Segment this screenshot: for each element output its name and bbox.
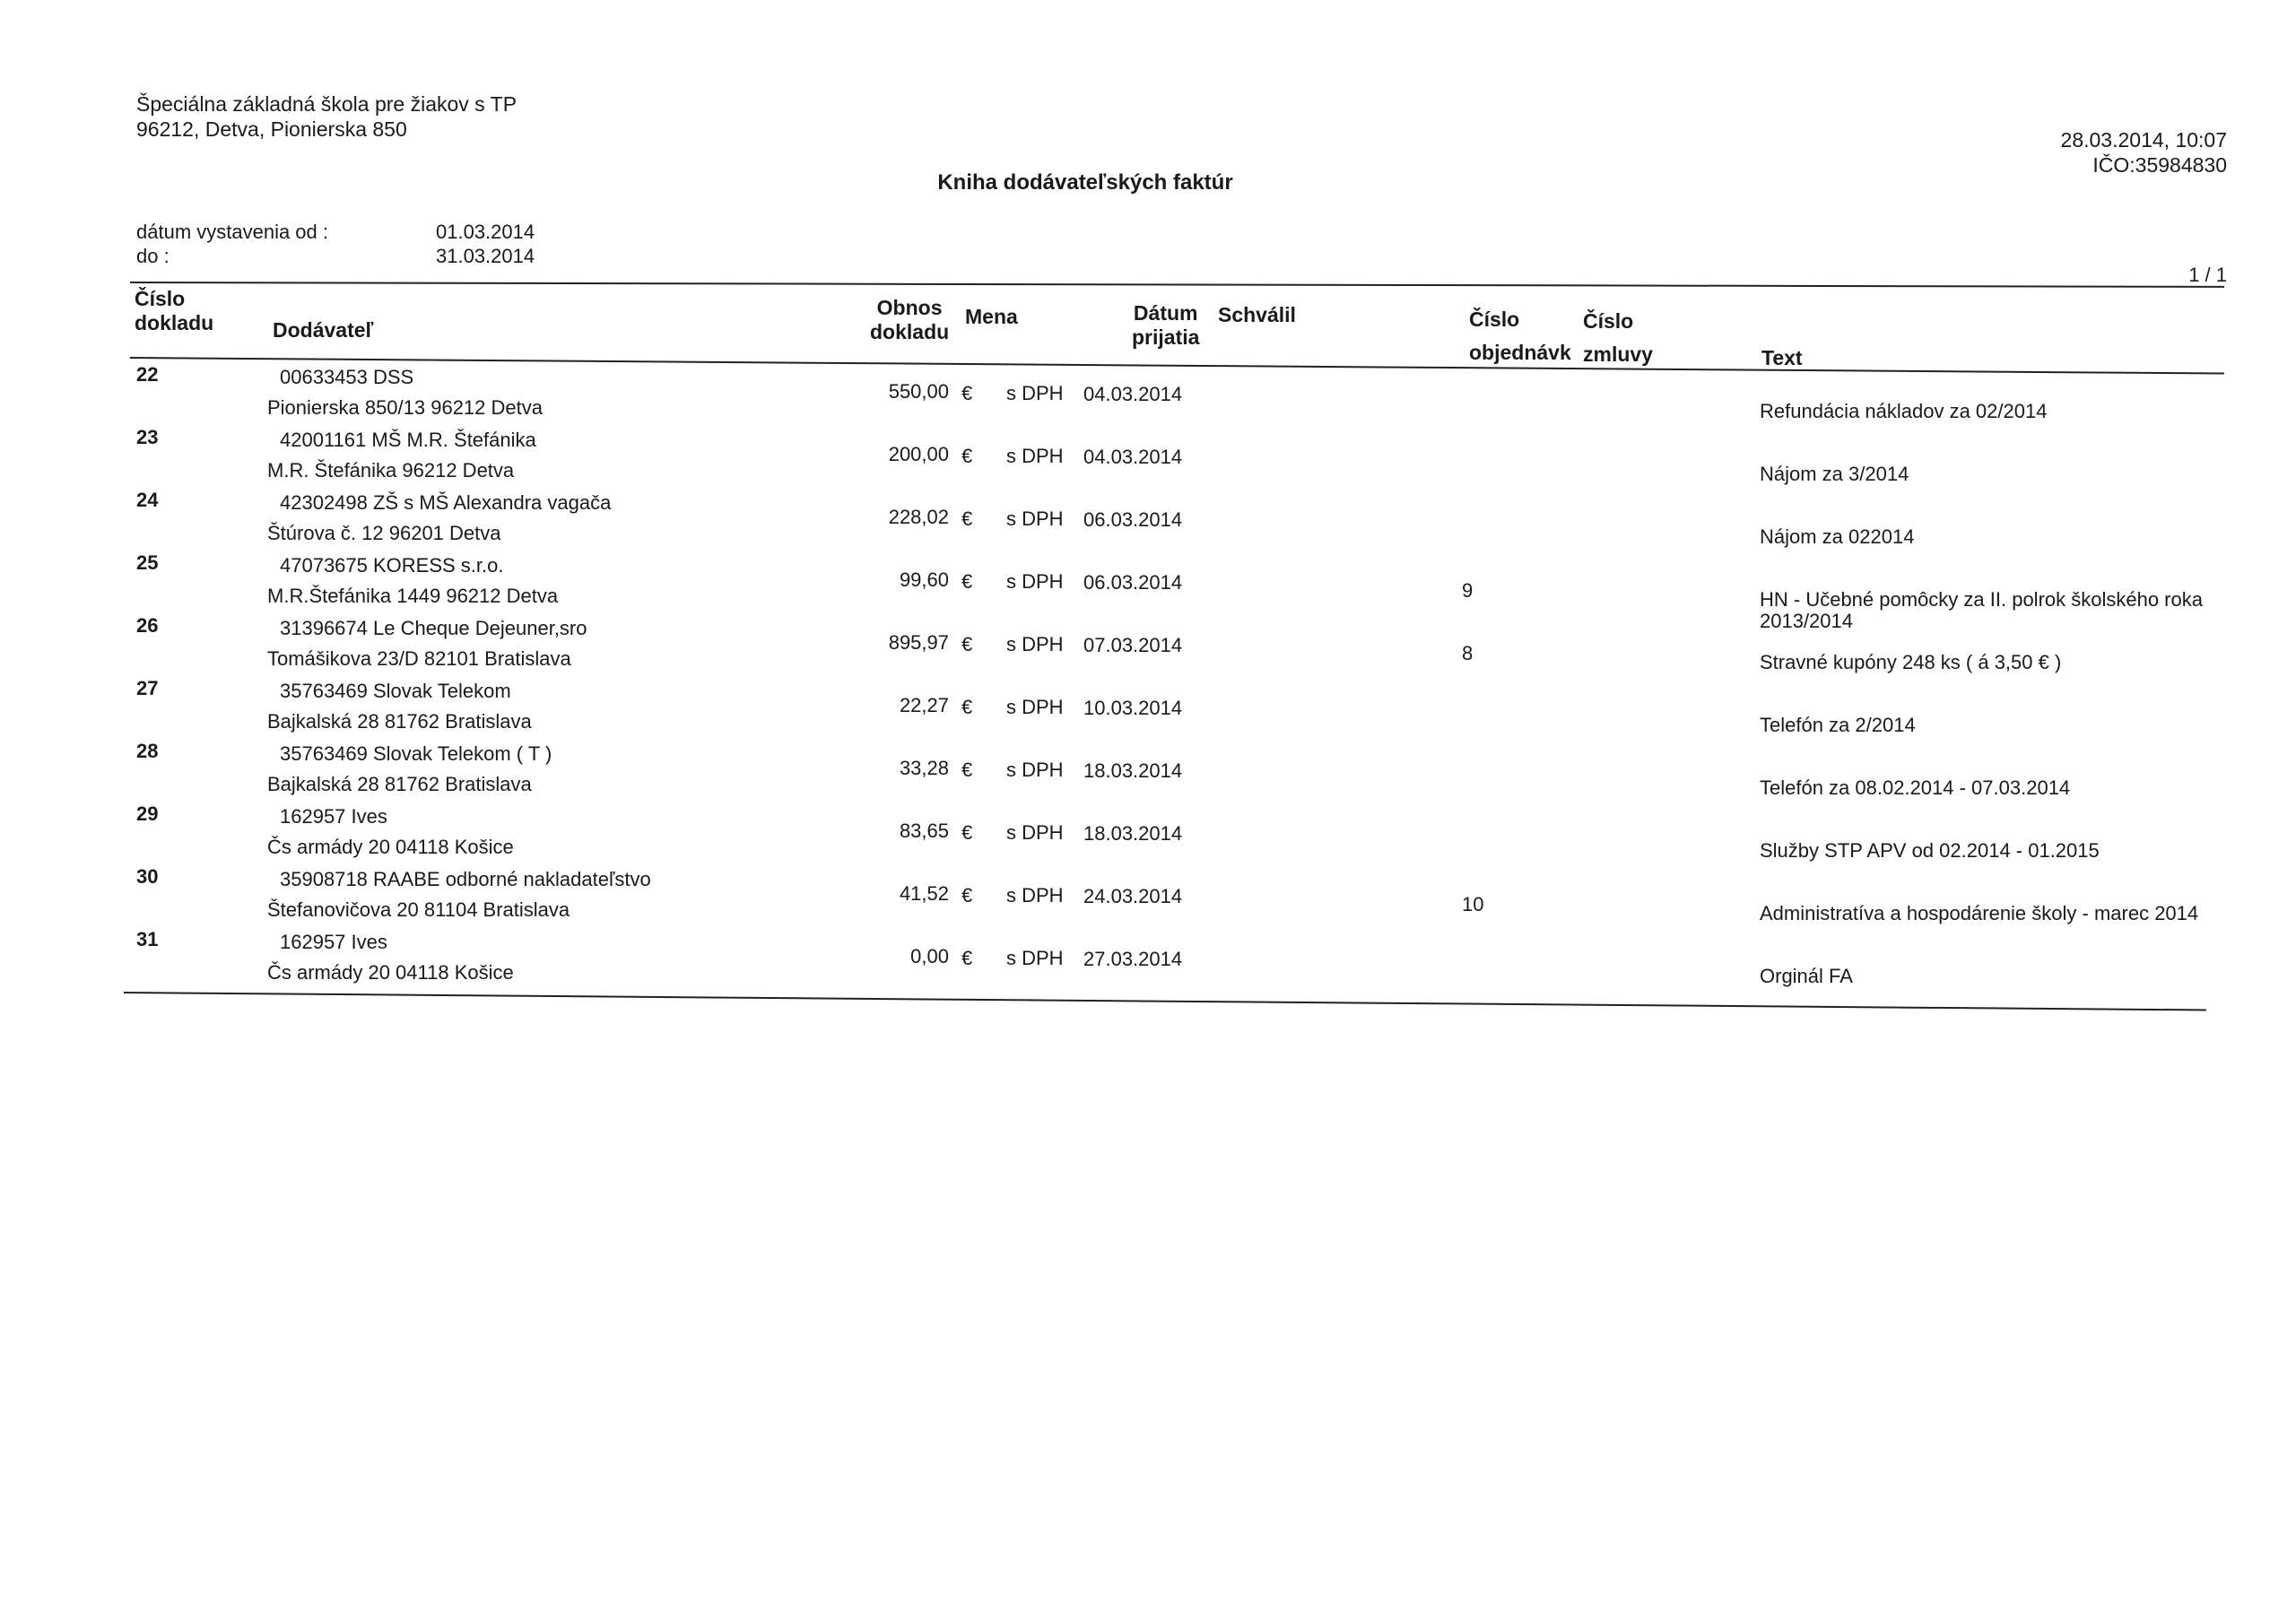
- report-meta: [2061, 127, 2227, 178]
- row-vat: s DPH: [1006, 633, 1064, 655]
- row-supplier-address: M.R. Štefánika 96212 Detva: [267, 459, 515, 481]
- row-date: 18.03.2014: [1083, 759, 1183, 782]
- date-from-value: 01.03.2014: [436, 221, 535, 243]
- page-number: 1 / 1: [2188, 264, 2227, 286]
- row-order-no: 8: [1462, 642, 1474, 664]
- row-supplier-name: 42302498 ZŠ s MŠ Alexandra vagača: [280, 491, 612, 514]
- row-supplier-name: 47073675 KORESS s.r.o.: [280, 554, 504, 577]
- row-currency: €: [961, 759, 973, 781]
- row-text: Orginál FA: [1760, 965, 1853, 987]
- row-supplier-name: 162957 Ives: [280, 931, 387, 953]
- row-date: 18.03.2014: [1083, 822, 1183, 845]
- row-doc-no: 29: [136, 802, 159, 825]
- col-date-line1: Dátum: [1133, 301, 1198, 325]
- organization-name: Špeciálna základná škola pre žiakov s TP: [136, 92, 517, 116]
- date-to-label: do :: [136, 245, 170, 267]
- row-doc-no: 31: [136, 928, 159, 950]
- row-vat: s DPH: [1006, 884, 1064, 906]
- row-vat: s DPH: [1006, 821, 1064, 844]
- row-vat: s DPH: [1006, 445, 1064, 467]
- col-order-line2: objednávk: [1469, 341, 1571, 364]
- col-contract-line2: zmluvy: [1583, 343, 1653, 366]
- table-bottom-rule: [124, 992, 2206, 1010]
- date-range-filter: [136, 220, 535, 268]
- row-order-no: 9: [1462, 579, 1474, 602]
- row-date: 06.03.2014: [1083, 508, 1183, 531]
- col-currency: Mena: [965, 305, 1018, 328]
- row-vat: s DPH: [1006, 759, 1064, 781]
- row-doc-no: 27: [136, 677, 159, 699]
- row-supplier-name: 42001161 MŠ M.R. Štefánika: [280, 429, 536, 451]
- row-supplier-address: Štefanovičova 20 81104 Bratislava: [267, 898, 570, 921]
- row-supplier-address: M.R.Štefánika 1449 96212 Detva: [267, 585, 559, 607]
- row-supplier-address: Tomášikova 23/D 82101 Bratislava: [267, 647, 571, 670]
- col-date-line2: prijatia: [1132, 325, 1200, 349]
- row-vat: s DPH: [1006, 570, 1064, 593]
- row-text: Nájom za 3/2014: [1760, 463, 1909, 485]
- row-text: Služby STP APV od 02.2014 - 01.2015: [1760, 839, 2100, 862]
- row-date: 07.03.2014: [1083, 634, 1183, 656]
- row-amount: 895,97: [888, 631, 949, 654]
- report-title: Kniha dodávateľských faktúr: [937, 170, 1233, 195]
- row-amount: 22,27: [899, 694, 949, 716]
- col-amount: [870, 296, 949, 344]
- col-contract-no: [1583, 309, 1653, 367]
- row-supplier-name: 35763469 Slovak Telekom ( T ): [280, 742, 552, 765]
- row-date: 06.03.2014: [1083, 571, 1183, 594]
- row-supplier-address: Čs armády 20 04118 Košice: [267, 836, 514, 858]
- header-bottom-rule: [130, 357, 2224, 375]
- col-doc-no-line2: dokladu: [135, 311, 214, 334]
- col-text: Text: [1761, 346, 1803, 369]
- row-amount: 200,00: [888, 443, 949, 465]
- organization-address: 96212, Detva, Pionierska 850: [136, 117, 407, 141]
- col-order-line1: Číslo: [1469, 308, 1520, 331]
- row-doc-no: 24: [136, 489, 159, 511]
- row-vat: s DPH: [1006, 947, 1064, 969]
- col-date: [1132, 301, 1199, 350]
- col-order-no: [1469, 308, 1571, 365]
- row-amount: 550,00: [888, 380, 949, 403]
- row-supplier-name: 35908718 RAABE odborné nakladateľstvo: [280, 868, 651, 890]
- row-supplier-name: 162957 Ives: [280, 805, 387, 828]
- row-currency: €: [961, 445, 973, 467]
- col-doc-no-line1: Číslo: [135, 287, 186, 310]
- row-vat: s DPH: [1006, 382, 1064, 404]
- row-currency: €: [961, 947, 973, 969]
- row-text: HN - Učebné pomôcky za II. polrok školského roka: [1760, 588, 2203, 611]
- row-doc-no: 25: [136, 551, 159, 574]
- row-text: Refundácia nákladov za 02/2014: [1760, 400, 2048, 422]
- row-currency: €: [961, 633, 973, 655]
- col-amount-line2: dokladu: [870, 320, 950, 343]
- row-supplier-name: 00633453 DSS: [280, 366, 414, 388]
- col-amount-line1: Obnos: [876, 296, 943, 319]
- date-to-value: 31.03.2014: [436, 245, 535, 267]
- organization-header: [136, 91, 517, 142]
- row-supplier-address: Bajkalská 28 81762 Bratislava: [267, 710, 532, 733]
- row-currency: €: [961, 382, 973, 404]
- row-supplier-address: Čs armády 20 04118 Košice: [267, 961, 514, 984]
- row-supplier-name: 31396674 Le Cheque Dejeuner,sro: [280, 617, 587, 639]
- col-doc-no: [135, 287, 213, 335]
- row-vat: s DPH: [1006, 696, 1064, 718]
- row-text: Nájom za 022014: [1760, 525, 1915, 548]
- row-date: 24.03.2014: [1083, 885, 1183, 907]
- row-date: 04.03.2014: [1083, 383, 1183, 405]
- date-from-label: dátum vystavenia od :: [136, 221, 329, 243]
- col-approved: Schválil: [1218, 303, 1296, 326]
- row-amount: 33,28: [899, 757, 949, 779]
- row-order-no: 10: [1462, 893, 1484, 915]
- row-date: 27.03.2014: [1083, 948, 1183, 970]
- row-date: 10.03.2014: [1083, 697, 1183, 719]
- row-text: Administratíva a hospodárenie školy - marec 2014: [1760, 902, 2199, 924]
- row-text: Stravné kupóny 248 ks ( á 3,50 € ): [1760, 651, 2062, 673]
- row-doc-no: 30: [136, 865, 159, 888]
- row-doc-no: 26: [136, 614, 159, 637]
- row-amount: 83,65: [899, 820, 949, 842]
- row-currency: €: [961, 884, 973, 906]
- row-supplier-address: Pionierska 850/13 96212 Detva: [267, 396, 543, 419]
- row-currency: €: [961, 507, 973, 530]
- row-amount: 41,52: [899, 882, 949, 905]
- col-contract-line1: Číslo: [1583, 309, 1634, 333]
- row-amount: 228,02: [888, 506, 949, 528]
- row-text: Telefón za 2/2014: [1760, 714, 1916, 736]
- header-top-rule: [130, 282, 2224, 288]
- row-supplier-name: 35763469 Slovak Telekom: [280, 680, 511, 702]
- col-supplier: Dodávateľ: [273, 318, 374, 342]
- row-vat: s DPH: [1006, 507, 1064, 530]
- row-currency: €: [961, 570, 973, 593]
- row-amount: 0,00: [910, 945, 949, 967]
- row-doc-no: 22: [136, 363, 159, 386]
- ico-number: IČO:35984830: [2092, 153, 2227, 177]
- row-currency: €: [961, 696, 973, 718]
- row-supplier-address: Bajkalská 28 81762 Bratislava: [267, 773, 532, 795]
- row-date: 04.03.2014: [1083, 446, 1183, 468]
- row-currency: €: [961, 821, 973, 844]
- row-doc-no: 23: [136, 426, 159, 448]
- row-doc-no: 28: [136, 740, 159, 762]
- print-timestamp: 28.03.2014, 10:07: [2060, 128, 2227, 152]
- row-text: Telefón za 08.02.2014 - 07.03.2014: [1760, 776, 2071, 799]
- row-supplier-address: Štúrova č. 12 96201 Detva: [267, 522, 501, 544]
- row-text-cont: 2013/2014: [1760, 610, 1853, 632]
- row-amount: 99,60: [899, 568, 949, 591]
